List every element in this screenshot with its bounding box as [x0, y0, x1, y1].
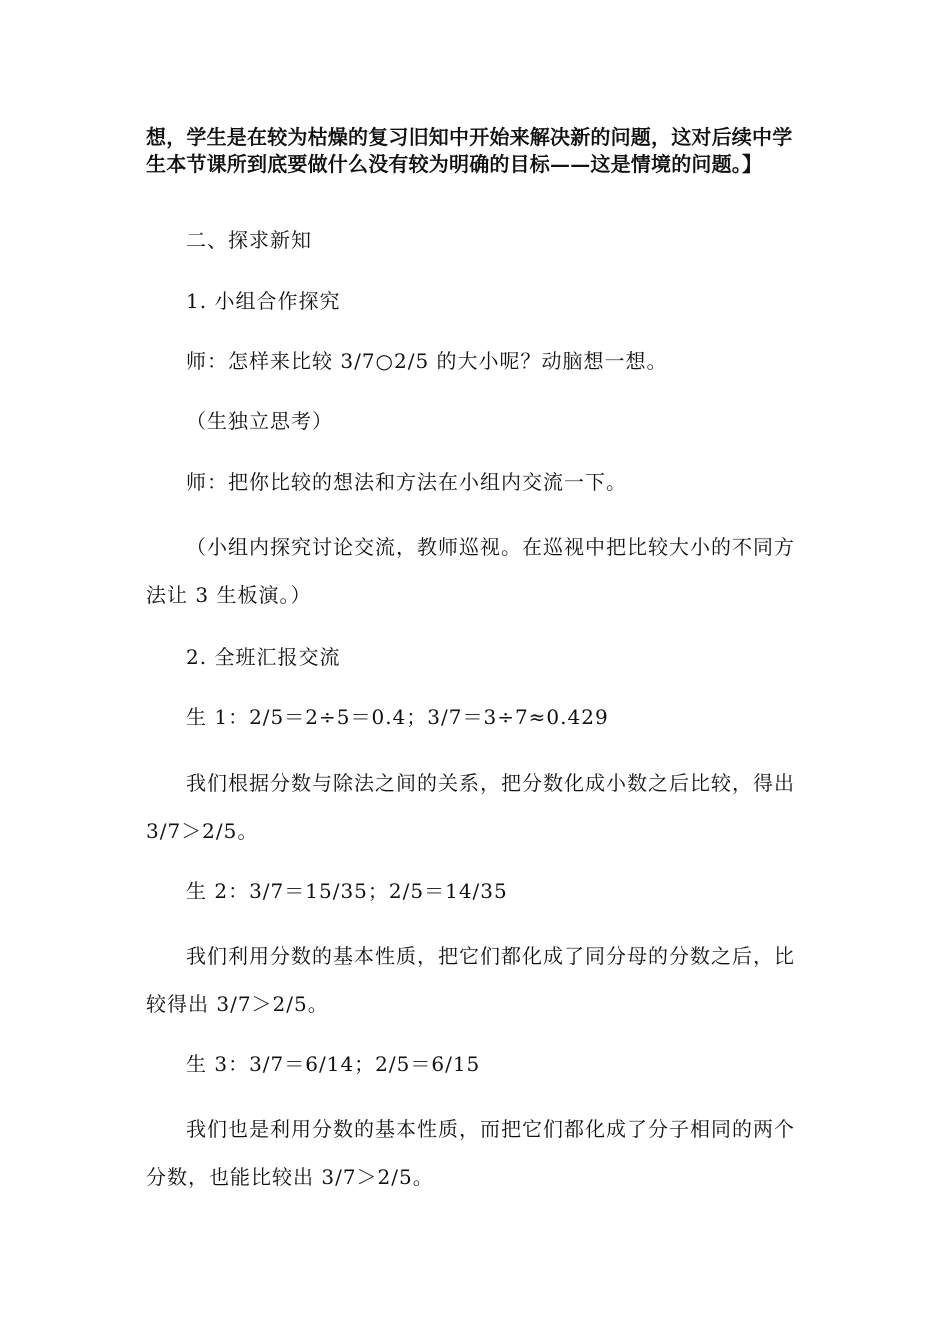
teacher-question: 师：怎样来比较 3/7○2/5 的大小呢？动脑想一想。 — [186, 349, 668, 373]
student2-work: 生 2：3/7＝15/35；2/5＝14/35 — [186, 879, 508, 903]
teacher-instruction: 师：把你比较的想法和方法在小组内交流一下。 — [186, 470, 627, 494]
sub-heading-class-report: 2. 全班汇报交流 — [186, 645, 341, 669]
student1-explanation: 我们根据分数与除法之间的关系，把分数化成小数之后比较，得出 3/7＞2/5。 — [146, 771, 795, 843]
section-heading: 二、探求新知 — [186, 228, 312, 252]
sub-heading-group-exploration: 1. 小组合作探究 — [186, 289, 341, 313]
student3-explanation: 我们也是利用分数的基本性质，而把它们都化成了分子相同的两个分数，也能比较出 3/7＞2/5。 — [146, 1117, 795, 1189]
student-thinking-note: （生独立思考） — [186, 409, 333, 433]
student1-work: 生 1：2/5＝2÷5＝0.4；3/7＝3÷7≈0.429 — [186, 705, 609, 729]
group-discussion-note: （小组内探究讨论交流，教师巡视。在巡视中把比较大小的不同方法让 3 生板演。） — [146, 535, 795, 607]
bold-paragraph: 想，学生是在较为枯燥的复习旧知中开始来解决新的问题，这对后续中学生本节课所到底要做什么没有较为明确的目标——这是情境的问题。】 — [146, 125, 793, 176]
student2-explanation: 我们利用分数的基本性质，把它们都化成了同分母的分数之后，比较得出 3/7＞2/5。 — [146, 944, 795, 1016]
student3-work: 生 3：3/7＝6/14；2/5＝6/15 — [186, 1052, 481, 1076]
